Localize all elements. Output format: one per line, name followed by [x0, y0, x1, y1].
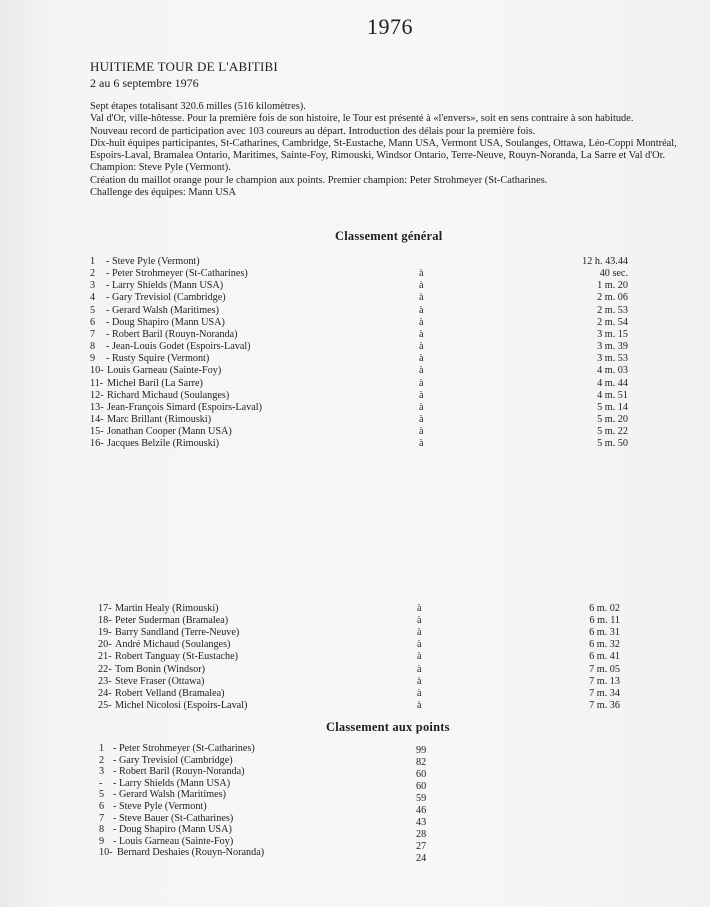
gap-prefix: à	[417, 699, 422, 711]
rank-number: 12-	[90, 389, 104, 401]
table-row	[90, 280, 650, 292]
general-classification-title: Classement général	[335, 229, 443, 243]
description-line: Sept étapes totalisant 320.6 milles (516 kilomètres).	[90, 101, 306, 112]
rank-number: 7	[99, 812, 105, 824]
gap-prefix: à	[417, 627, 422, 639]
rider-name: - Jean-Louis Godet (Espoirs-Laval)	[106, 341, 251, 353]
time-gap: 6 m. 32	[589, 639, 620, 651]
gap-prefix: à	[419, 426, 424, 438]
description-line: Création du maillot orange pour le champion aux points. Premier champion: Peter Strohmeyer (St-Catharines.	[90, 174, 548, 186]
event-description	[90, 101, 696, 199]
rider-name: Michel Nicolosi (Espoirs-Laval)	[115, 699, 248, 711]
table-row	[99, 766, 459, 778]
gap-prefix: à	[417, 663, 422, 675]
rider-name: - Steve Pyle (Vermont)	[106, 256, 200, 267]
rank-number: 6	[99, 801, 105, 812]
rider-name: - Gerard Walsh (Maritimes)	[113, 789, 226, 801]
event-title: HUITIEME TOUR DE L'ABITIBI	[90, 59, 278, 74]
rank-number: 1	[99, 743, 105, 754]
table-row	[90, 305, 650, 317]
rank-number: 24-	[98, 687, 112, 699]
rider-name: - Steve Pyle (Vermont)	[113, 801, 207, 812]
rank-number: 6	[90, 316, 96, 328]
time-gap: 7 m. 05	[589, 663, 620, 675]
gap-prefix: à	[417, 687, 422, 699]
rank-number: 22-	[98, 663, 112, 675]
rank-number: 3	[90, 280, 96, 292]
time-gap: 6 m. 02	[589, 603, 620, 614]
gap-prefix: à	[419, 438, 424, 450]
rider-name: - Peter Strohmeyer (St-Catharines)	[106, 268, 248, 280]
rider-name: Bernard Deshaies (Rouyn-Noranda)	[117, 847, 265, 859]
gap-prefix: à	[417, 651, 422, 663]
time-gap: 6 m. 41	[589, 651, 620, 663]
gap-prefix: à	[419, 389, 424, 401]
rider-name: - Rusty Squire (Vermont)	[106, 353, 210, 365]
time-gap: 7 m. 34	[589, 687, 620, 699]
table-row	[90, 390, 650, 402]
table-row	[90, 341, 650, 353]
table-row	[98, 676, 658, 688]
time-gap: 4 m. 51	[597, 389, 628, 401]
page-year: 1976	[367, 14, 413, 39]
gap-prefix: à	[419, 304, 424, 316]
rank-number: 23-	[98, 675, 112, 687]
time-gap: 40 sec.	[599, 268, 628, 280]
rider-name: Louis Garneau (Sainte-Foy)	[107, 365, 222, 377]
rank-number: 3	[99, 766, 105, 778]
time-gap: 4 m. 03	[597, 365, 628, 377]
time-gap: 5 m. 22	[597, 426, 628, 438]
gap-prefix: à	[419, 365, 424, 377]
table-row	[99, 812, 459, 828]
gap-prefix: à	[419, 268, 424, 280]
rider-name: - Larry Shields (Mann USA)	[106, 280, 224, 292]
rank-number: 17-	[98, 603, 112, 614]
gap-prefix: à	[419, 316, 424, 328]
rider-name: Robert Velland (Bramalea)	[115, 687, 225, 699]
gap-prefix: à	[419, 341, 424, 353]
rider-name: Peter Suderman (Bramalea)	[115, 615, 229, 627]
table-row	[99, 755, 459, 767]
rider-name: Jacques Belzile (Rimouski)	[107, 438, 220, 450]
time-gap: 5 m. 20	[597, 413, 628, 425]
time-gap: 4 m. 44	[597, 377, 628, 389]
table-row	[98, 651, 658, 663]
rider-name: Robert Tanguay (St-Eustache)	[115, 651, 239, 663]
gap-prefix: à	[417, 615, 422, 627]
gap-prefix: à	[417, 675, 422, 687]
rider-name: - Doug Shapiro (Mann USA)	[113, 824, 232, 836]
rider-name: - Doug Shapiro (Mann USA)	[106, 316, 225, 328]
table-row	[98, 627, 658, 639]
rank-number: 5	[99, 789, 105, 801]
rider-name: André Michaud (Soulanges)	[115, 639, 231, 651]
time-gap: 5 m. 14	[597, 401, 628, 413]
rank-number: 1	[90, 256, 96, 267]
points-value: 24	[416, 852, 427, 864]
rider-name: - Gerard Walsh (Maritimes)	[106, 304, 219, 316]
time-gap: 3 m. 39	[597, 341, 628, 353]
table-row	[99, 835, 459, 852]
rank-number: 10-	[99, 847, 113, 859]
table-row	[90, 414, 650, 426]
gap-prefix: à	[419, 353, 424, 365]
rank-number: 2	[99, 754, 105, 766]
time-gap: 1 m. 20	[597, 280, 628, 292]
table-row	[99, 801, 459, 816]
rank-number: 25-	[98, 699, 112, 711]
rider-name: - Gary Trevisiol (Cambridge)	[113, 754, 233, 766]
rider-name: Marc Brillant (Rimouski)	[107, 413, 212, 425]
table-row	[99, 743, 459, 755]
rank-number: 21-	[98, 651, 112, 663]
rank-number: 2	[90, 268, 96, 280]
gap-prefix: à	[419, 280, 424, 292]
rider-name: Steve Fraser (Ottawa)	[115, 675, 205, 687]
table-row	[98, 664, 658, 676]
rank-number: 11-	[90, 377, 104, 389]
description-line: Val d'Or, ville-hôtesse. Pour la première fois de son histoire, le Tour est présenté à «l'envers», soit en sens contraire à son habitude.	[90, 113, 634, 125]
table-row	[98, 700, 658, 712]
rider-name: - Robert Baril (Rouyn-Noranda)	[106, 328, 238, 340]
gap-prefix: à	[417, 639, 422, 651]
rider-name: Tom Bonin (Windsor)	[115, 663, 205, 675]
points-value: 28	[416, 828, 427, 840]
description-line: Dix-huit équipes participantes, St-Catharines, Cambridge, St-Eustache, Mann USA, Vermont USA, Soulanges, Ottawa, Léo-Coppi Montréal, Espoirs-Laval, Bramalea Ontario, Maritimes, Sainte-Foy, Rimouski, Windsor Ontario, Terre-Neuve, Rouyn-Noranda, La Sarre et Val d'Or.	[90, 137, 677, 162]
table-row	[99, 778, 459, 790]
points-value: 60	[416, 768, 427, 780]
gap-prefix: à	[419, 401, 424, 413]
table-row	[90, 353, 650, 365]
time-gap: 6 m. 31	[589, 627, 620, 639]
table-row	[98, 688, 658, 700]
table-row	[90, 426, 650, 438]
time-gap: 2 m. 06	[597, 292, 628, 304]
points-value: 99	[416, 745, 427, 756]
rider-name: Jonathan Cooper (Mann USA)	[107, 426, 232, 438]
table-row	[90, 438, 650, 450]
time-gap: 3 m. 15	[597, 328, 628, 340]
rider-name: - Robert Baril (Rouyn-Noranda)	[113, 766, 245, 778]
rank-number: 9	[99, 835, 105, 847]
time-gap: 7 m. 13	[589, 675, 620, 687]
time-gap: 5 m. 50	[597, 438, 628, 450]
rank-number: 9	[90, 353, 96, 365]
rider-name: Richard Michaud (Soulanges)	[107, 389, 230, 401]
rider-name: - Louis Garneau (Sainte-Foy)	[113, 835, 234, 847]
rank-number: 15-	[90, 426, 104, 438]
points-value: 59	[416, 792, 427, 804]
rank-number: 8	[90, 341, 96, 353]
rank-number: 19-	[98, 627, 112, 639]
rider-name: - Larry Shields (Mann USA)	[113, 777, 231, 789]
rider-name: Michel Baril (La Sarre)	[107, 377, 203, 389]
rank-number: 4	[90, 292, 96, 304]
table-row	[90, 268, 650, 280]
time-gap: 2 m. 53	[597, 304, 628, 316]
time-gap: 3 m. 53	[597, 353, 628, 365]
rank-number: 10-	[90, 365, 104, 377]
gap-prefix: à	[417, 603, 422, 614]
rider-name: Jean-François Simard (Espoirs-Laval)	[107, 401, 263, 413]
table-row	[99, 847, 459, 864]
rank-number: 7	[90, 328, 96, 340]
gap-prefix: à	[419, 377, 424, 389]
rider-name: - Steve Bauer (St-Catharines)	[113, 812, 234, 824]
rider-name: Barry Sandland (Terre-Neuve)	[115, 627, 240, 639]
table-row	[90, 365, 650, 377]
table-row	[90, 378, 650, 390]
points-classification-title: Classement aux points	[326, 720, 450, 734]
gap-prefix: à	[419, 292, 424, 304]
table-row	[99, 789, 459, 804]
time-gap: 7 m. 36	[589, 699, 620, 711]
rider-name: - Peter Strohmeyer (St-Catharines)	[113, 743, 255, 754]
rank-number: 20-	[98, 639, 112, 651]
rank-number: 5	[90, 304, 96, 316]
time-gap: 12 h. 43.44	[582, 256, 628, 267]
table-row	[90, 256, 650, 268]
description-line: Champion: Steve Pyle (Vermont).	[90, 162, 231, 174]
points-value: 43	[416, 816, 427, 828]
points-value: 82	[416, 756, 427, 768]
table-row	[90, 402, 650, 414]
rank-number: 13-	[90, 401, 104, 413]
table-row	[98, 603, 658, 615]
table-row	[98, 639, 658, 651]
rank-number: 14-	[90, 413, 104, 425]
table-row	[90, 329, 650, 341]
description-line: Nouveau record de participation avec 103 coureurs au départ. Introduction des délais pour la première fois.	[90, 125, 536, 137]
rank-number: 16-	[90, 438, 104, 450]
gap-prefix: à	[419, 413, 424, 425]
description-line: Challenge des équipes: Mann USA	[90, 187, 237, 199]
table-row	[90, 292, 650, 304]
points-value: 60	[416, 780, 427, 792]
rank-number: -	[99, 777, 103, 789]
rank-number: 18-	[98, 615, 112, 627]
rider-name: - Gary Trevisiol (Cambridge)	[106, 292, 226, 304]
points-value: 46	[416, 805, 427, 816]
time-gap: 2 m. 54	[597, 316, 628, 328]
table-row	[99, 824, 459, 840]
points-value: 27	[416, 840, 427, 852]
event-dates: 2 au 6 septembre 1976	[90, 76, 199, 90]
rank-number: 8	[99, 824, 105, 836]
table-row	[98, 615, 658, 627]
table-row	[90, 317, 650, 329]
rider-name: Martin Healy (Rimouski)	[115, 603, 219, 614]
gap-prefix: à	[419, 328, 424, 340]
time-gap: 6 m. 11	[589, 615, 620, 627]
